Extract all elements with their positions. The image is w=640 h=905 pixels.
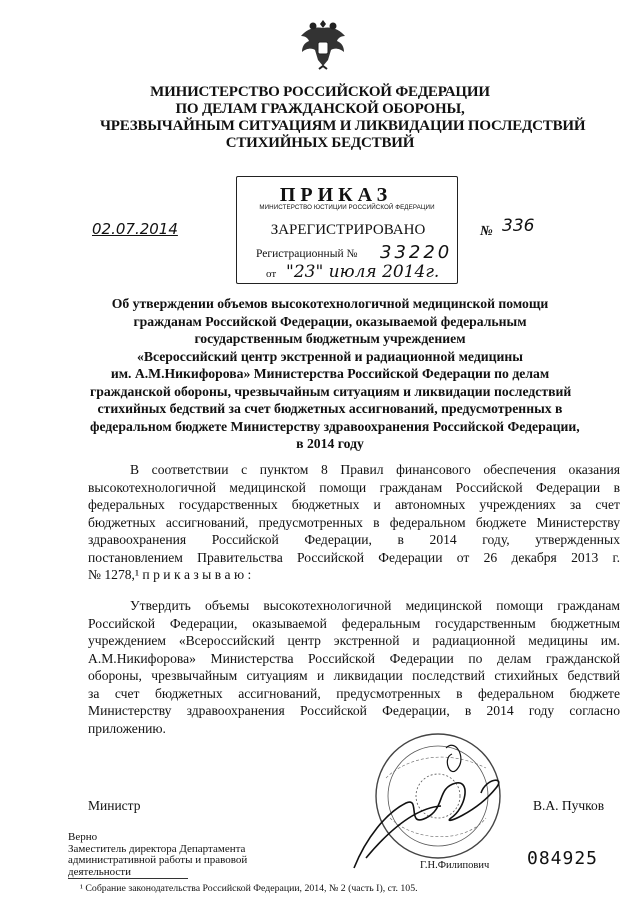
- coat-of-arms-emblem: [296, 14, 350, 74]
- body-line: учреждением «Всероссийский центр экстренной и радиационной медицины им.: [88, 633, 620, 648]
- ministry-line: ПО ДЕЛАМ ГРАЖДАНСКОЙ ОБОРОНЫ,: [175, 101, 465, 117]
- signatory-position: Министр: [88, 798, 141, 813]
- body-line: за счет бюджетных ассигнований, предусмотренных в федеральном бюджете: [88, 685, 620, 701]
- body-line: № 1278,¹ п р и к а з ы в а ю :: [88, 567, 252, 582]
- stamp-reg-number-label: Регистрационный №: [256, 248, 358, 260]
- title-line: государственным бюджетным учреждением: [194, 331, 466, 346]
- body-line: Утвердить объемы высокотехнологичной медицинской помощи гражданам: [130, 598, 620, 613]
- certification-line: Верно: [68, 831, 98, 843]
- certification-block: [68, 832, 247, 878]
- body-line: В соответствии с пунктом 8 Правил финансового обеспечения оказания: [130, 462, 620, 477]
- paragraph-order: [88, 597, 620, 737]
- body-line: здравоохранения Российской Федерации, в 2014 году, утвержденных: [88, 532, 620, 547]
- body-line: Российской Федерации, оказываемой федеральным государственным бюджетным: [88, 615, 620, 631]
- order-date: 02.07.2014: [92, 220, 178, 238]
- body-line: высокотехнологичной медицинской помощи гражданам Российской Федерации в: [88, 479, 620, 495]
- order-number: 336: [502, 216, 535, 236]
- title-line: стихийных бедствий за счет бюджетных ассигнований, предусмотренных в: [97, 401, 563, 416]
- certifier-name: Г.Н.Филипович: [420, 860, 490, 871]
- ministry-header: [100, 84, 586, 152]
- body-line: обороны, чрезвычайным ситуациям и ликвидации последствий стихийных бедствий: [88, 668, 620, 683]
- body-line: Министерству здравоохранения Российской Федерации, в 2014 году согласно: [88, 703, 620, 718]
- body-line: А.М.Никифорова» Министерства Российской Федерации по делам гражданской: [88, 650, 620, 666]
- paragraph-preamble: [88, 461, 620, 584]
- ministry-line: ЧРЕЗВЫЧАЙНЫМ СИТУАЦИЯМ И ЛИКВИДАЦИИ ПОСЛЕДСТВИЙ: [100, 118, 586, 134]
- body-line: приложению.: [88, 720, 166, 736]
- document-type: ПРИКАЗ: [279, 184, 393, 206]
- footnote-divider: [68, 878, 188, 879]
- certification-line: административной работы и правовой: [68, 854, 248, 866]
- stamp-serial-number: 084925: [527, 848, 599, 869]
- certification-line: деятельности: [68, 865, 131, 878]
- title-line: гражданской обороны, чрезвычайным ситуациям и ликвидации последствий: [90, 383, 572, 399]
- title-line: Об утверждении объемов высокотехнологичной медицинской помощи: [111, 296, 549, 311]
- stamp-ministry: МИНИСТЕРСТВО ЮСТИЦИИ РОССИЙСКОЙ ФЕДЕРАЦИИ: [259, 204, 435, 211]
- footnote: ¹ Собрание законодательства Российской Федерации, 2014, № 2 (часть I), ст. 105.: [80, 883, 418, 894]
- order-number-label: №: [480, 224, 493, 239]
- ministry-line: СТИХИЙНЫХ БЕДСТВИЙ: [225, 135, 415, 151]
- title-line: федеральном бюджете Министерству здравоохранения Российской Федерации,: [90, 418, 580, 434]
- title-line: им. А.М.Никифорова» Министерства Российской Федерации по делам: [110, 366, 550, 381]
- title-line: «Всероссийский центр экстренной и радиационной медицины: [137, 348, 523, 364]
- stamp-date-prefix: от: [266, 268, 277, 280]
- body-line: постановлением Правительства Российской Федерации от 26 декабря 2013 г.: [88, 549, 620, 565]
- title-line: гражданам Российской Федерации, оказываемой федеральным: [133, 313, 527, 329]
- body-line: федеральных государственных бюджетных и автономных учреждениях за счет: [88, 497, 620, 512]
- signatory-name: В.А. Пучков: [533, 798, 605, 813]
- ministry-line: МИНИСТЕРСТВО РОССИЙСКОЙ ФЕДЕРАЦИИ: [150, 84, 490, 100]
- order-title: [90, 295, 580, 453]
- stamp-registered: ЗАРЕГИСТРИРОВАНО: [270, 222, 426, 238]
- stamp-reg-number: 33220: [380, 242, 453, 263]
- certification-line: Заместитель директора Департамента: [68, 842, 246, 855]
- title-line: в 2014 году: [296, 436, 364, 451]
- stamp-date: "23" июля 2014г.: [286, 262, 440, 282]
- official-seal-signature: [346, 718, 526, 878]
- body-line: бюджетных ассигнований, предусмотренных в федеральном бюджете Министерству: [88, 514, 620, 530]
